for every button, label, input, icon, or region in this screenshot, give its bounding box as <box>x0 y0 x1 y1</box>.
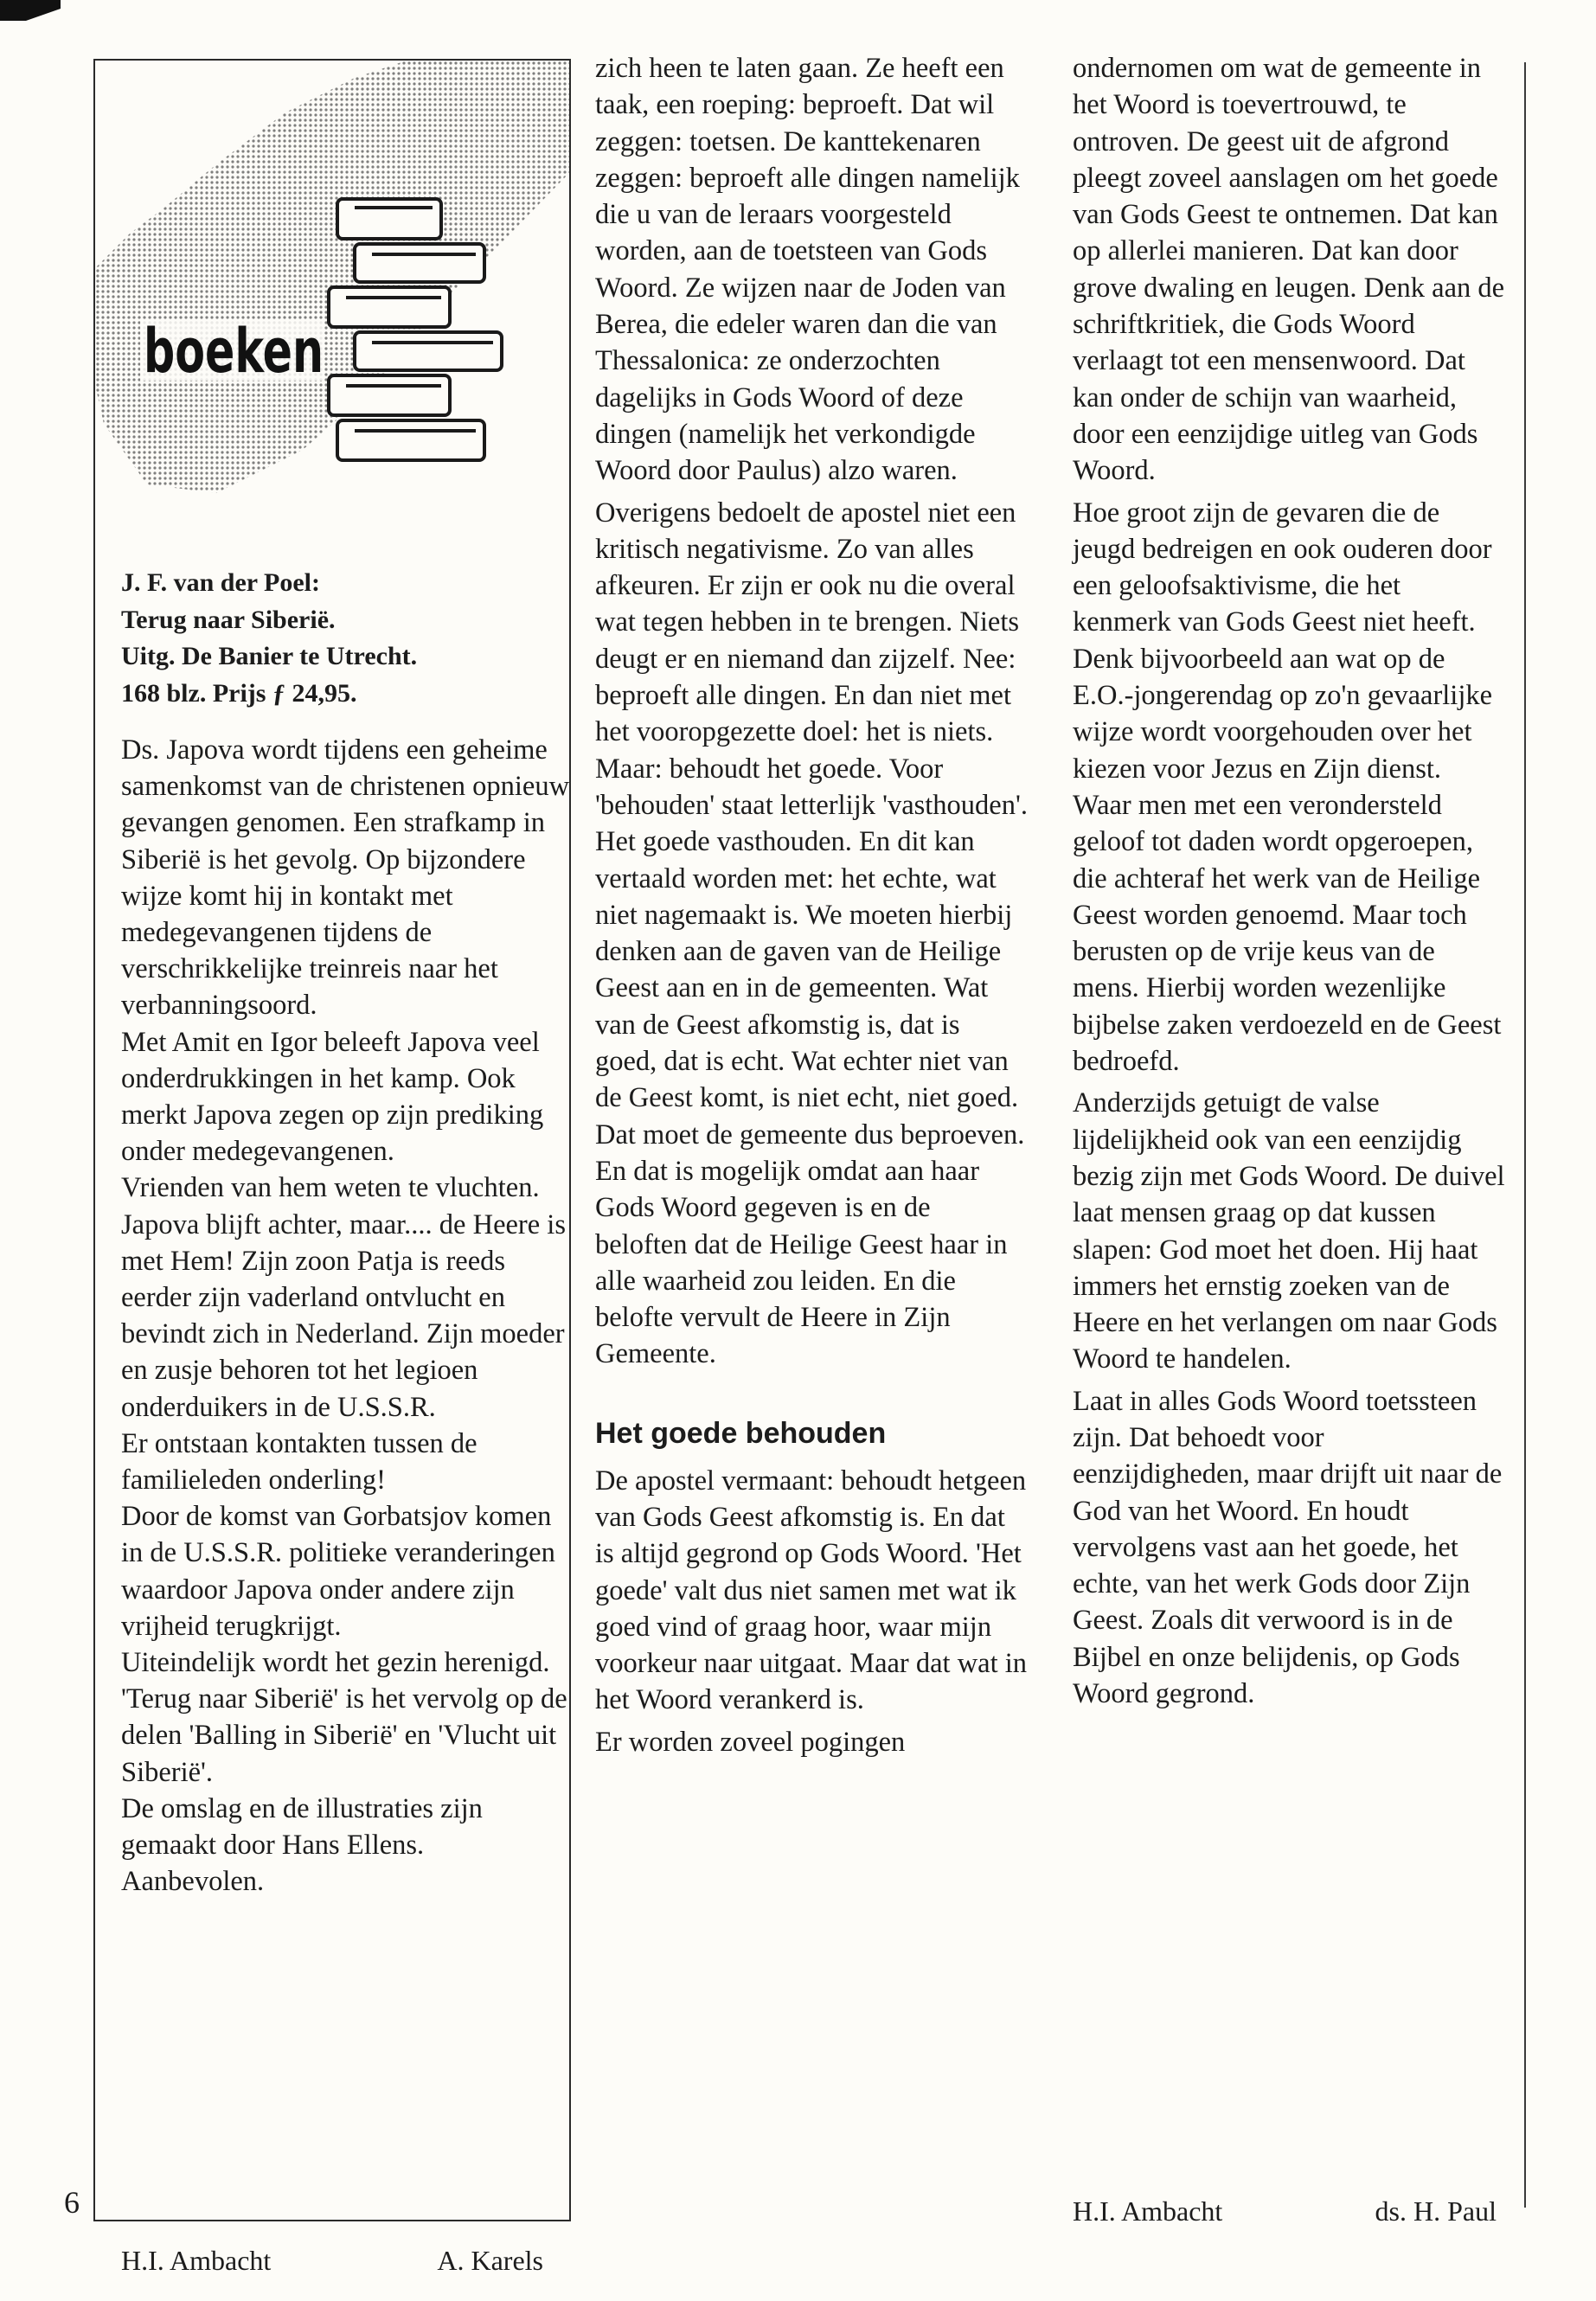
book-author: J. F. van der Poel: <box>121 568 320 597</box>
review-text <box>121 732 571 1900</box>
review-signature-author: A. Karels <box>437 2245 543 2276</box>
review-signature-place: H.I. Ambacht <box>121 2245 272 2276</box>
review-paragraph: Door de komst van Gorbatsjov komen in de U.S.S.R. politieke veranderingen waardoor Japova onder andere zijn vrijheid terugkrijgt. <box>121 1501 555 1642</box>
article-signature <box>1073 2193 1497 2229</box>
book-details <box>121 565 571 712</box>
review-paragraph: Vrienden van hem weten te vluchten. Japova blijft achter, maar.... de Heere is met Hem! Zijn zoon Patja is reeds eerder zijn vaderland ontvlucht en bevindt zich in Nederland. Zijn moeder en zusje behoren tot het legioen onderduikers in de U.S.S.R. <box>121 1172 566 1423</box>
review-signature <box>121 2242 543 2279</box>
page-number: 6 <box>64 2185 80 2220</box>
review-paragraph: Ds. Japova wordt tijdens een geheime samenkomst van de christenen opnieuw gevangen genomen. Een strafkamp in Siberië is het gevolg. Op bijzondere wijze komt hij in kontakt met medegevangenen tijdens de verschrikkelijke treinreis naar het verbanningsoord. <box>121 734 570 1022</box>
article-paragraph: Anderzijds getuigt de valse lijdelijkheid ook van een eenzijdig bezig zijn met Gods Woord. De duivel laat mensen graag op dat kussen slapen: God moet het doen. Hij haat immers het ernstig zoeken van de Heere en het verlangen om naar Gods Woord te handelen. <box>1073 1087 1505 1375</box>
review-paragraph: Met Amit en Igor beleeft Japova veel onderdrukkingen in het kamp. Ook merkt Japova zegen op zijn prediking onder medegevangenen. <box>121 1026 544 1168</box>
article-paragraph: Er worden zoveel pogingen <box>595 1726 906 1758</box>
article-paragraph: Laat in alles Gods Woord toetssteen zijn. Dat behoedt voor eenzijdigheden, maar drijft uit naar de God van het Woord. En houdt vervolgens vast aan het goede, het echte, van het werk Gods door Zijn Geest. Zoals dit verwoord is in de Bijbel en onze belijdenis, op Gods Woord gegrond. <box>1073 1385 1503 1710</box>
book-review-box <box>93 59 571 2276</box>
article-paragraph: De apostel vermaant: behoudt hetgeen van Gods Geest afkomstig is. En dat is altijd gegrond op Gods Woord. 'Het goede' valt dus niet samen met wat ik goed vind of graag hoor, waar mijn voorkeur naar uitgaat. Maar dat wat in het Woord verankerd is. <box>595 1465 1028 1716</box>
book-publisher: Uitg. De Banier te Utrecht. <box>121 642 418 670</box>
corner-mark <box>0 0 61 21</box>
review-paragraph: De omslag en de illustraties zijn gemaakt door Hans Ellens. Aanbevolen. <box>121 1792 483 1898</box>
column-divider <box>1524 62 1526 2208</box>
review-paragraph: Er ontstaan kontakten tussen de familieleden onderling! <box>121 1427 478 1497</box>
article-column-3 <box>1073 50 1505 1712</box>
article-paragraph: zich heen te laten gaan. Ze heeft een taak, een roeping: beproeft. Dat wil zeggen: toetsen. De kanttekenaren zeggen: beproeft alle dingen namelijk die u van de leraars voorgesteld worden, aan de toetsteen van Gods Woord. Ze wijzen naar de Joden van Berea, die edeler waren dan die van Thessalonica: ze onderzochten dagelijks in Gods Woord of deze dingen (namelijk het verkondigde Woord door Paulus) alzo waren. <box>595 53 1020 487</box>
review-paragraph: Uiteindelijk wordt het gezin herenigd. <box>121 1647 550 1679</box>
article-signature-author: ds. H. Paul <box>1375 2195 1497 2227</box>
article-paragraph: Overigens bedoelt de apostel niet een kritisch negativisme. Zo van alles afkeuren. Er zijn er ook nu die overal wat tegen hebben in te brengen. Niets deugt er en niemand dan zijzelf. Nee: beproeft alle dingen. En dan niet met het vooropgezette doel: het is niets. Maar: behoudt het goede. Voor 'behouden' staat letterlijk 'vasthouden'. Het goede vasthouden. En dit kan vertaald worden met: het echte, wat niet nagemaakt is. We moeten hierbij denken aan de gaven van de Heilige Geest aan en in de gemeenten. Wat van de Geest afkomstig is, dat is goed, dat is echt. Wat echter niet van de Geest komt, is niet echt, niet goed. Dat moet de gemeente dus beproeven. En dat is mogelijk omdat aan haar Gods Woord gegeven is en de beloften dat de Heilige Geest haar in alle waarheid zou leiden. En die belofte vervult de Heere in Zijn Gemeente. <box>595 497 1028 1370</box>
article-paragraph: ondernomen om wat de gemeente in het Woord is toevertrouwd, te ontroven. De geest uit de afgrond pleegt zoveel aanslagen om het goede van Gods Geest te ontnemen. Dat kan op allerlei manieren. Dat kan door grove dwaling en leugen. Denk aan de schriftkritiek, die Gods Woord verlaagt tot een mensenwoord. Dat kan onder de schijn van waarheid, door een eenzijdige uitleg van Gods Woord. <box>1073 53 1505 487</box>
book-price: 168 blz. Prijs ƒ 24,95. <box>121 678 357 708</box>
article-subheading: Het goede behouden <box>595 1416 887 1450</box>
article-signature-place: H.I. Ambacht <box>1073 2195 1223 2227</box>
boeken-logo-text: boeken <box>144 316 324 387</box>
article-column-2 <box>595 50 1028 1760</box>
boeken-header-graphic <box>95 61 569 493</box>
book-title: Terug naar Siberië. <box>121 605 336 634</box>
article-paragraph: Hoe groot zijn de gevaren die de jeugd bedreigen en ook ouderen door een geloofsaktivisme, die het kenmerk van Gods Geest niet heeft. Denk bijvoorbeeld aan wat op de E.O.-jongerendag op zo'n gevaarlijke wijze wordt voorgehouden over het kiezen voor Jezus en Zijn dienst. Waar men met een verondersteld geloof tot daden wordt opgeroepen, die achteraf het werk van de Heilige Geest worden genoemd. Maar toch berusten op de vrije keus van de mens. Hierbij worden wezenlijke bijbelse zaken verdoezeld en de Geest bedroefd. <box>1073 497 1502 1078</box>
review-paragraph: 'Terug naar Siberië' is het vervolg op de delen 'Balling in Siberië' en 'Vlucht uit Siberië'. <box>121 1683 567 1788</box>
